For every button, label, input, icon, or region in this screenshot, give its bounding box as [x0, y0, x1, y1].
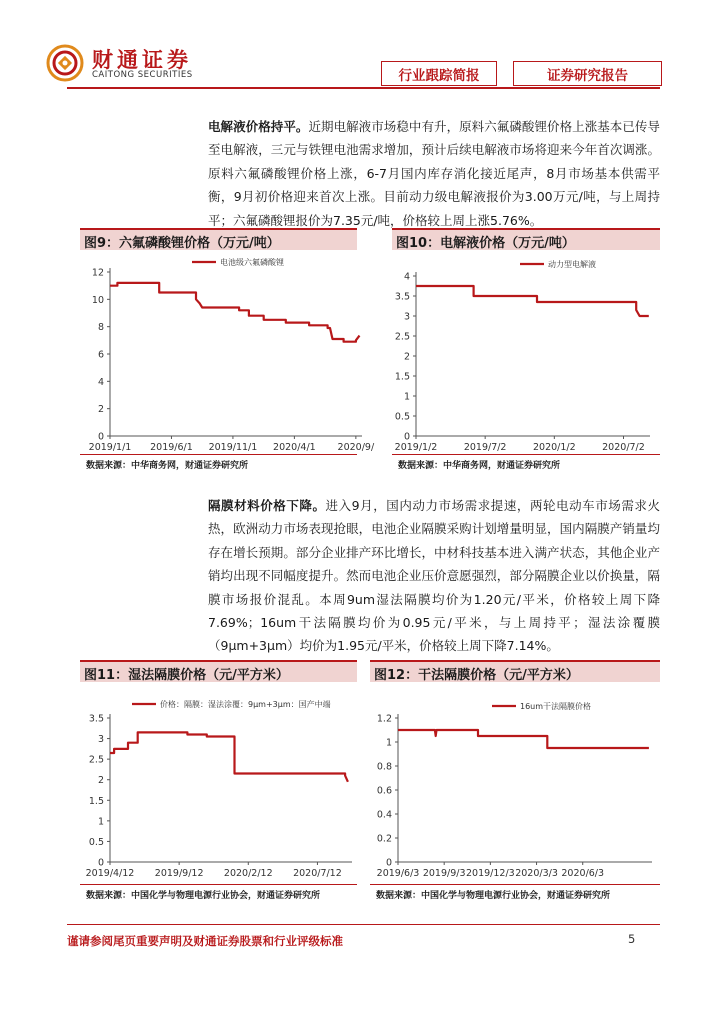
caitong-logo-icon — [46, 44, 84, 82]
figure-12-bottom-rule — [370, 884, 660, 885]
x-tick-label: 2020/6/3 — [561, 868, 605, 879]
footer-divider — [67, 924, 660, 925]
x-tick-label: 2019/7/2 — [463, 442, 507, 453]
y-tick-label: 3.5 — [88, 713, 104, 725]
page-number: 5 — [628, 932, 636, 946]
header-tag-industry-brief: 行业跟踪简报 — [381, 61, 497, 86]
y-tick-label: 2.5 — [394, 331, 410, 343]
y-tick-label: 1.5 — [394, 371, 410, 383]
figure-11-title: 图11：湿法隔膜价格（元/平方米） — [84, 668, 289, 683]
y-tick-label: 0.6 — [376, 785, 392, 797]
separator-paragraph — [208, 494, 660, 658]
header-divider — [67, 87, 660, 89]
figure-10-source: 数据来源：中华商务网，财通证券研究所 — [398, 461, 561, 471]
x-tick-label: 2020/9/ — [337, 442, 375, 453]
y-tick-label: 4 — [97, 376, 104, 388]
figure-10-title: 图10：电解液价格（万元/吨） — [396, 236, 575, 251]
x-tick-label: 2020/2/12 — [223, 868, 273, 879]
series-line — [110, 732, 348, 781]
y-tick-label: 0.5 — [88, 836, 104, 848]
x-tick-label: 2019/9/3 — [422, 868, 466, 879]
y-tick-label: 3 — [403, 311, 410, 323]
y-tick-label: 1 — [97, 816, 104, 828]
y-tick-label: 1 — [403, 391, 410, 403]
x-tick-label: 2019/6/1 — [150, 442, 193, 453]
y-tick-label: 2 — [97, 775, 104, 787]
figure-12-title: 图12：干法隔膜价格（元/平方米） — [374, 668, 579, 683]
y-tick-label: 0 — [403, 431, 410, 443]
y-tick-label: 12 — [91, 267, 104, 279]
legend-label: 电池级六氟磷酸锂 — [220, 258, 284, 267]
y-tick-label: 8 — [97, 322, 104, 334]
figure-11-bottom-rule — [80, 884, 357, 885]
figure-11-chart — [80, 682, 360, 886]
figure-12-chart — [370, 682, 660, 886]
y-tick-label: 4 — [403, 271, 410, 283]
y-tick-label: 2 — [97, 404, 104, 416]
y-tick-label: 10 — [91, 294, 104, 306]
series-line — [416, 286, 649, 316]
electrolyte-paragraph-lead: 电解液价格持平。 — [208, 119, 309, 134]
electrolyte-paragraph-body: 近期电解液市场稳中有升，原料六氟磷酸锂价格上涨基本已传导至电解液，三元与铁锂电池需求增加，预计后续电解液市场将迎来今年首次调涨。原料六氟磷酸锂价格上涨，6-7月国内库存消化接近尾声，8月市场基本供需平衡，9月初价格迎来首次上涨。目前动力级电解液报价为3.00万元/吨，与上周持平；六氟磷酸锂报价为7.35元/吨，价格较上周上涨5.76%。 — [208, 119, 660, 228]
y-tick-label: 0.4 — [376, 809, 392, 821]
separator-paragraph-lead: 隔膜材料价格下降。 — [208, 498, 326, 513]
footer-disclaimer: 谨请参阅尾页重要声明及财通证券股票和行业评级标准 — [67, 934, 343, 948]
figure-12-source: 数据来源：中国化学与物理电源行业协会，财通证券研究所 — [376, 891, 611, 901]
y-tick-label: 0.2 — [376, 833, 392, 845]
figure-12-header — [370, 660, 660, 682]
legend-label: 动力型电解液 — [548, 260, 596, 269]
series-line — [110, 283, 360, 342]
y-tick-label: 2.5 — [88, 754, 104, 766]
y-tick-label: 1.2 — [376, 713, 392, 725]
header-tag-research-report: 证券研究报告 — [513, 61, 662, 86]
x-tick-label: 2020/7/12 — [293, 868, 342, 879]
y-tick-label: 3 — [97, 734, 104, 746]
figure-9-bottom-rule — [80, 454, 357, 455]
x-tick-label: 2020/4/1 — [273, 442, 316, 453]
logo-chinese-name: 财通证券 — [92, 47, 192, 72]
x-tick-label: 2020/1/2 — [532, 442, 576, 453]
figure-9-source: 数据来源：中华商务网，财通证券研究所 — [86, 461, 249, 471]
figure-10-bottom-rule — [392, 454, 660, 455]
y-tick-label: 6 — [97, 349, 104, 361]
legend-label: 16um干法隔膜价格 — [520, 702, 592, 711]
figure-9-header — [80, 228, 357, 250]
y-tick-label: 0.5 — [394, 411, 410, 423]
x-tick-label: 2019/1/2 — [394, 442, 438, 453]
x-tick-label: 2019/12/3 — [466, 868, 515, 879]
x-tick-label: 2020/7/2 — [602, 442, 645, 453]
figure-9-title: 图9：六氟磷酸锂价格（万元/吨） — [84, 236, 280, 251]
electrolyte-paragraph — [208, 115, 660, 232]
x-tick-label: 2019/1/1 — [88, 442, 132, 453]
figure-11-header — [80, 660, 357, 682]
y-tick-label: 0.8 — [376, 761, 392, 773]
y-tick-label: 0 — [385, 857, 392, 869]
y-tick-label: 0 — [97, 431, 104, 443]
y-tick-label: 1 — [385, 737, 392, 749]
x-tick-label: 2019/9/12 — [154, 868, 204, 879]
figure-9-chart — [80, 250, 375, 456]
x-tick-label: 2019/6/3 — [376, 868, 420, 879]
y-tick-label: 2 — [403, 351, 410, 363]
x-tick-label: 2019/11/1 — [208, 442, 258, 453]
logo-english-name: CAITONG SECURITIES — [92, 70, 193, 80]
separator-paragraph-body: 进入9月，国内动力市场需求提速，两轮电动车市场需求火热，欧洲动力市场表现抢眼，电池企业隔膜采购计划增量明显，国内隔膜产销量均存在增长预期。部分企业排产环比增长，中材科技基本进入满产状态，其他企业产销均出现不同幅度提升。然而电池企业压价意愿强烈，部分隔膜企业以价换量，隔膜市场报价混乱。本周9um湿法隔膜均价为1.20元/平米，价格较上周下降7.69%；16um干法隔膜均价为0.95元/平米，与上周持平；湿法涂覆膜（9μm+3μm）均价为1.95元/平米，价格较上周下降7.14%。 — [208, 498, 660, 654]
figure-10-chart — [392, 250, 660, 456]
y-tick-label: 0 — [97, 857, 104, 869]
figure-11-source: 数据来源：中国化学与物理电源行业协会，财通证券研究所 — [86, 891, 321, 901]
legend-label: 价格：隔膜：湿法涂覆：9μm+3μm：国产中端 — [160, 700, 331, 709]
y-tick-label: 3.5 — [394, 291, 410, 303]
y-tick-label: 1.5 — [88, 795, 104, 807]
x-tick-label: 2020/3/3 — [515, 868, 558, 879]
series-line — [398, 730, 649, 748]
x-tick-label: 2019/4/12 — [85, 868, 135, 879]
figure-10-header — [392, 228, 660, 250]
